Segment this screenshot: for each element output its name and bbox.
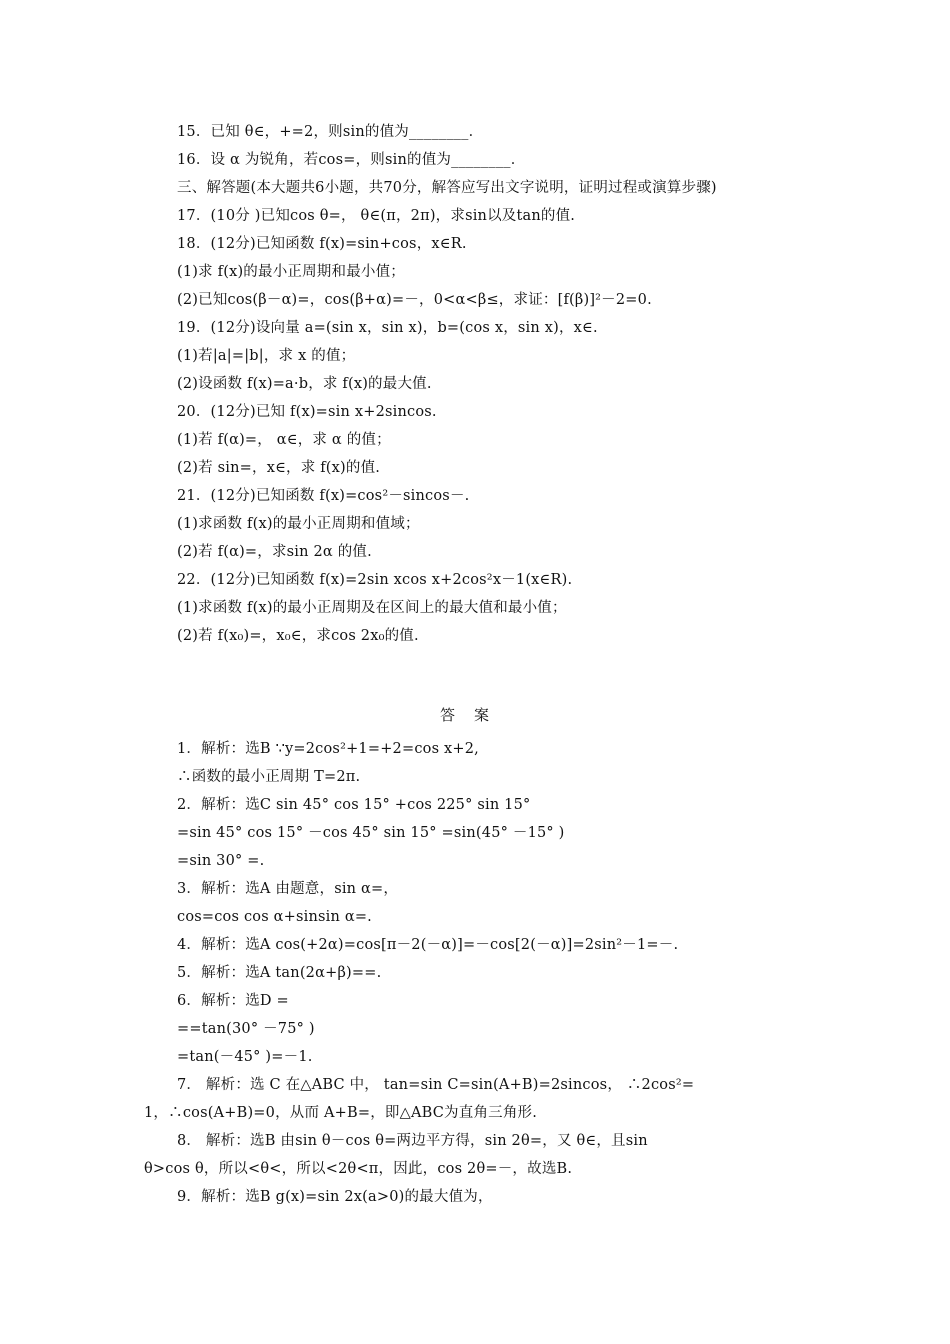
section-heading-solutions: 三、解答题(本大题共6小题，共70分，解答应写出文字说明，证明过程或演算步骤) [177, 180, 717, 196]
question-19-part-2: (2)设函数 f(x)=a·b，求 f(x)的最大值. [177, 376, 432, 392]
answer-8: 8． 解析：选B 由sin θ－cos θ=两边平方得，sin 2θ=，又 θ∈，且sin [177, 1133, 648, 1149]
answer-7: 7． 解析：选 C 在△ABC 中， tan=sin C=sin(A+B)=2sincos， ∴2cos²= [177, 1077, 695, 1093]
question-16: 16．设 α 为锐角，若cos=，则sin的值为________． [177, 152, 526, 168]
question-18: 18．(12分)已知函数 f(x)=sin+cos，x∈R. [177, 236, 467, 252]
question-22-part-2: (2)若 f(x₀)=，x₀∈，求cos 2x₀的值. [177, 628, 419, 644]
answer-1: 1．解析：选B ∵y=2cos²+1=+2=cos x+2, [177, 741, 479, 757]
question-17: 17．(10分 )已知cos θ=， θ∈(π，2π)，求sin以及tan的值. [177, 208, 576, 224]
question-21: 21．(12分)已知函数 f(x)=cos²－sincos－. [177, 488, 470, 504]
answer-3: 3．解析：选A 由题意，sin α=， [177, 881, 399, 897]
question-20-part-1: (1)若 f(α)=， α∈，求 α 的值； [177, 432, 391, 448]
question-19-part-1: (1)若|a|=|b|，求 x 的值； [177, 348, 356, 364]
question-22: 22．(12分)已知函数 f(x)=2sin xcos x+2cos²x－1(x∈R). [177, 572, 573, 588]
question-21-part-1: (1)求函数 f(x)的最小正周期和值域； [177, 516, 420, 532]
answer-6-cont-1: ==tan(30° －75° ) [177, 1021, 315, 1037]
answers-title: 答 案 [440, 706, 492, 724]
question-22-part-1: (1)求函数 f(x)的最小正周期及在区间上的最大值和最小值； [177, 600, 567, 616]
answer-6-cont-2: =tan(－45° )=－1. [177, 1049, 313, 1065]
question-21-part-2: (2)若 f(α)=，求sin 2α 的值. [177, 544, 372, 560]
answer-7-cont: 1，∴cos(A+B)=0，从而 A+B=，即△ABC为直角三角形. [144, 1105, 538, 1121]
answer-2-cont-2: =sin 30° =. [177, 853, 265, 869]
answer-3-cont: cos=cos cos α+sinsin α=. [177, 909, 372, 925]
question-18-part-2: (2)已知cos(β－α)=，cos(β+α)=－，0<α<β≤，求证：[f(β)]²－2=0. [177, 292, 652, 308]
answer-9: 9．解析：选B g(x)=sin 2x(a>0)的最大值为， [177, 1189, 493, 1205]
question-19: 19．(12分)设向量 a=(sin x，sin x)，b=(cos x，sin x)，x∈. [177, 320, 598, 336]
question-15: 15．已知 θ∈，+=2，则sin的值为________． [177, 124, 484, 140]
answer-8-cont: θ>cos θ，所以<θ<，所以<2θ<π，因此，cos 2θ=－，故选B. [144, 1161, 573, 1177]
question-20: 20．(12分)已知 f(x)=sin x+2sincos. [177, 404, 437, 420]
question-18-part-1: (1)求 f(x)的最小正周期和最小值； [177, 264, 406, 280]
answer-6: 6．解析：选D = [177, 993, 289, 1009]
answer-5: 5．解析：选A tan(2α+β)==. [177, 965, 382, 981]
answer-2: 2．解析：选C sin 45° cos 15° +cos 225° sin 15° [177, 797, 531, 813]
answer-2-cont-1: =sin 45° cos 15° －cos 45° sin 15° =sin(45° －15° ) [177, 825, 565, 841]
answer-1-cont: ∴函数的最小正周期 T=2π. [177, 769, 361, 785]
answer-4: 4．解析：选A cos(+2α)=cos[π－2(－α)]=－cos[2(－α)]=2sin²－1=－. [177, 937, 679, 953]
question-20-part-2: (2)若 sin=，x∈，求 f(x)的值. [177, 460, 381, 476]
